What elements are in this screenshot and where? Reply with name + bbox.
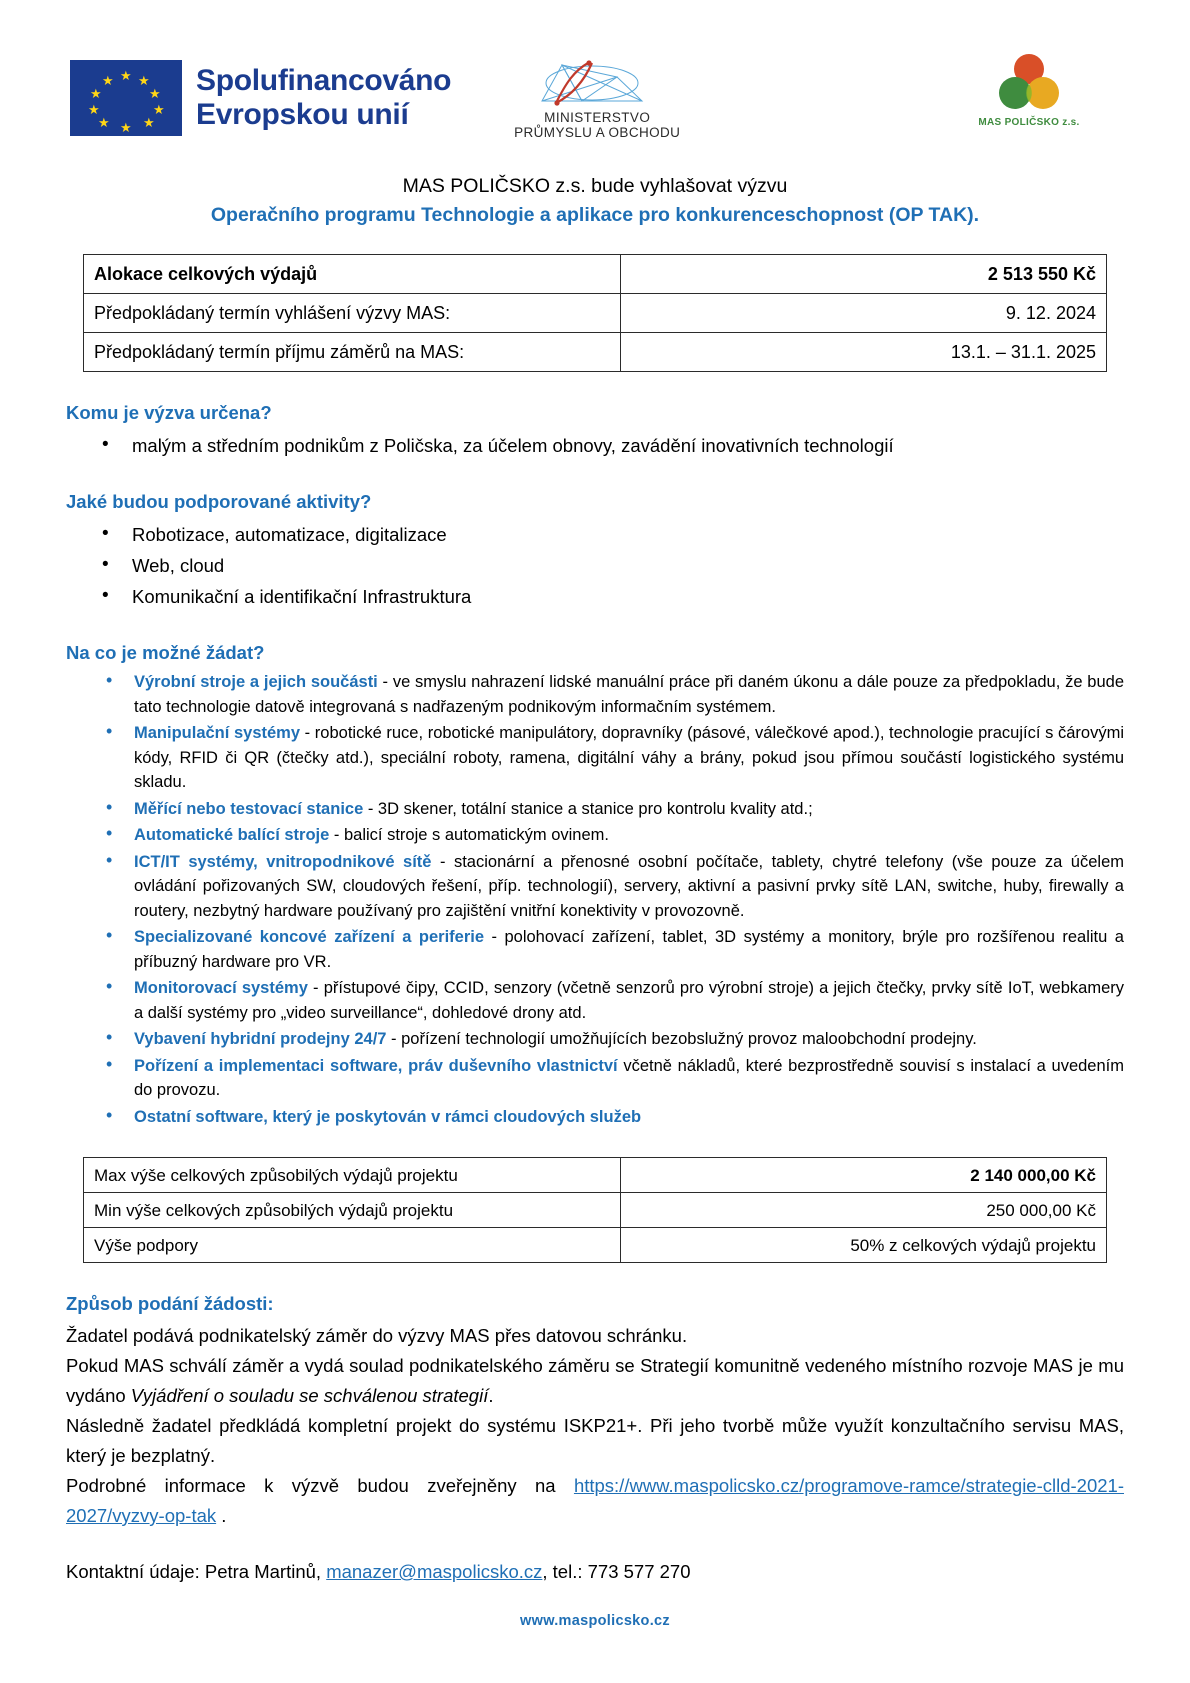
footer-website: www.maspolicsko.cz	[520, 1613, 670, 1629]
list-item	[66, 670, 1124, 719]
eu-logo-line2: Evropskou unií	[196, 98, 409, 131]
title-line-1: MAS POLIČSKO z.s. bude vyhlašovat výzvu	[402, 175, 788, 197]
list-item-lead: Měřící nebo testovací stanice	[134, 799, 364, 818]
table-row	[84, 255, 1107, 294]
mpo-line2: PRŮMYSLU A OBCHODU	[514, 124, 681, 140]
table-row	[84, 1158, 1107, 1193]
list-item	[66, 1105, 1124, 1130]
paragraph-2-suffix: .	[488, 1385, 494, 1406]
list-item-rest: - přístupové čipy, CCID, senzory (včetně senzorů pro výrobní stroje) a jejich čtečky, prvky sítě IoT, webkamery a další systémy pro „video surveillance“, dohledové drony atd.	[134, 979, 1125, 1022]
list-item	[66, 1054, 1124, 1103]
table-cell-value: 50% z celkových výdajů projektu	[621, 1228, 1107, 1263]
mas-logo	[964, 52, 1094, 128]
mas-mark-icon	[983, 52, 1075, 114]
list-item	[66, 850, 1124, 924]
list-item-lead: Specializované koncové zařízení a periferie	[134, 928, 485, 946]
list-item-lead: Pořízení a implementaci software, práv duševního vlastnictví	[134, 1056, 618, 1075]
table-cell-label: Alokace celkových výdajů	[84, 255, 621, 294]
list-item-lead: Výrobní stroje a jejich součásti	[134, 673, 378, 691]
list-item	[66, 976, 1124, 1025]
list-item	[66, 1027, 1124, 1052]
mpo-text	[514, 110, 680, 140]
table-cell-value: 13.1. – 31.1. 2025	[621, 333, 1107, 372]
table-cell-value: 250 000,00 Kč	[621, 1193, 1107, 1228]
logo-row	[66, 48, 1124, 148]
paragraph-2-prefix: Pokud MAS schválí záměr a vydá soulad podnikatelského záměru se Strategií komunitně vedeného místního rozvoje MAS je mu vydáno	[66, 1355, 1124, 1406]
table-cell-label: Předpokládaný termín vyhlášení výzvy MAS:	[84, 294, 621, 333]
limits-table	[83, 1157, 1107, 1263]
list-item-lead: Monitorovací systémy	[134, 979, 308, 997]
eu-logo	[70, 60, 451, 136]
table-cell-label: Max výše celkových způsobilých výdajů projektu	[84, 1158, 621, 1193]
section-heading-eligible-items: Na co je možné žádat?	[66, 642, 265, 663]
eu-flag-icon: ★ ★ ★ ★ ★ ★ ★ ★ ★ ★	[70, 60, 182, 136]
mpo-mark-icon	[522, 57, 672, 109]
list-item-lead: Ostatní software, který je poskytován v rámci cloudových služeb	[134, 1107, 642, 1126]
contact-email-link[interactable]: manazer@maspolicsko.cz	[326, 1561, 543, 1582]
allocation-table	[83, 254, 1107, 372]
eligible-items-list	[66, 670, 1124, 1129]
paragraph-4-suffix: .	[216, 1505, 227, 1526]
section-heading-activities: Jaké budou podporované aktivity?	[66, 491, 372, 512]
application-paragraph-2	[66, 1351, 1124, 1411]
list-item: • Web, cloud	[66, 550, 1124, 581]
table-row	[84, 333, 1107, 372]
mpo-line1: MINISTERSTVO	[544, 109, 651, 125]
title-line-2: Operačního programu Technologie a aplikace pro konkurenceschopnost (OP TAK).	[210, 204, 980, 226]
mas-logo-label: MAS POLIČSKO z.s.	[978, 117, 1080, 128]
list-item-rest: - polohovací zařízení, tablet, 3D systémy a monitory, brýle pro rozšířenou realitu a příbuzný hardware pro VR.	[134, 928, 1124, 971]
list-item: • malým a středním podnikům z Poličska, za účelem obnovy, zavádění inovativních technologií	[66, 430, 1124, 461]
list-item: • Robotizace, automatizace, digitalizace	[66, 519, 1124, 550]
list-item-lead: Manipulační systémy	[134, 724, 301, 742]
list-item	[66, 823, 1124, 848]
table-row	[84, 1228, 1107, 1263]
contact-prefix: Kontaktní údaje: Petra Martinů,	[66, 1561, 327, 1582]
table-row	[84, 294, 1107, 333]
table-cell-label: Předpokládaný termín příjmu záměrů na MAS:	[84, 333, 621, 372]
list-item-lead: Vybavení hybridní prodejny 24/7	[134, 1030, 387, 1048]
activities-list	[66, 519, 1124, 612]
application-paragraph-4	[66, 1471, 1124, 1531]
list-item	[66, 721, 1124, 795]
application-paragraph-3: Následně žadatel předkládá kompletní projekt do systému ISKP21+. Při jeho tvorbě může využít konzultačního servisu MAS, který je bezplatný.	[66, 1415, 1124, 1466]
table-cell-label: Min výše celkových způsobilých výdajů projektu	[84, 1193, 621, 1228]
list-item-rest: - balicí stroje s automatickým ovinem.	[329, 826, 609, 844]
mpo-logo	[487, 57, 707, 140]
page-title	[66, 172, 1124, 230]
list-item-rest: včetně nákladů, které bezprostředně souvisí s instalací a uvedením do provozu.	[134, 1056, 1124, 1099]
list-item-rest: - 3D skener, totální stanice a stanice pro kontrolu kvality atd.;	[363, 799, 813, 818]
section-heading-application: Způsob podání žádosti:	[66, 1293, 274, 1314]
eu-logo-text	[196, 64, 451, 132]
list-item-rest: - pořízení technologií umožňujících bezobslužný provoz maloobchodní prodejny.	[386, 1030, 977, 1048]
eu-logo-line1: Spolufinancováno	[196, 64, 452, 97]
contact-suffix: , tel.: 773 577 270	[542, 1561, 691, 1582]
list-item	[66, 925, 1124, 974]
list-item-lead: ICT/IT systémy, vnitropodnikové sítě	[134, 852, 432, 871]
list-item	[66, 797, 1124, 822]
table-cell-value: 2 140 000,00 Kč	[621, 1158, 1107, 1193]
list-item-rest: - ve smyslu nahrazení lidské manuální práce při daném úkonu a dále pouze za předpokladu, že bude tato technologie datově integrovaná s nadřazeným podnikovým informačním systémem.	[134, 673, 1125, 716]
list-item-rest: - stacionární a přenosné osobní počítače, tablety, chytré telefony (vše pouze za účelem ovládání pořizovaných SW, cloudových řešení, příp. technologií), servery, aktivní a pasivní prvky sítě LAN, switche, huby, firewally a routery, nezbytný hardware používaný pro zajištění vnitřní konektivity v provozovně.	[134, 852, 1124, 920]
table-cell-label: Výše podpory	[84, 1228, 621, 1263]
section-heading-target-group: Komu je výzva určena?	[66, 402, 272, 423]
list-item: • Komunikační a identifikační Infrastruktura	[66, 581, 1124, 612]
application-paragraph-1: Žadatel podává podnikatelský záměr do výzvy MAS přes datovou schránku.	[66, 1325, 688, 1346]
list-item-lead: Automatické balící stroje	[134, 826, 330, 844]
paragraph-2-italic: Vyjádření o souladu se schválenou strategií	[130, 1385, 489, 1406]
table-cell-value: 9. 12. 2024	[621, 294, 1107, 333]
table-row	[84, 1193, 1107, 1228]
call-details-link[interactable]: https://www.maspolicsko.cz/programove-ramce/strategie-clld-2021-2027/vyzvy-op-tak	[66, 1475, 1124, 1526]
paragraph-4-prefix: Podrobné informace k výzvě budou zveřejněny na	[66, 1475, 574, 1496]
list-item-rest: - robotické ruce, robotické manipulátory, dopravníky (pásové, válečkové apod.), technologie pracující s čárovými kódy, RFID či QR (čtečky atd.), speciální roboty, ramena, digitální váhy a brány, pokud jsou přímou součástí logistického systému skladu.	[134, 724, 1124, 791]
contact-line	[66, 1557, 1124, 1587]
target-group-list	[66, 430, 1124, 461]
table-cell-value: 2 513 550 Kč	[621, 255, 1107, 294]
